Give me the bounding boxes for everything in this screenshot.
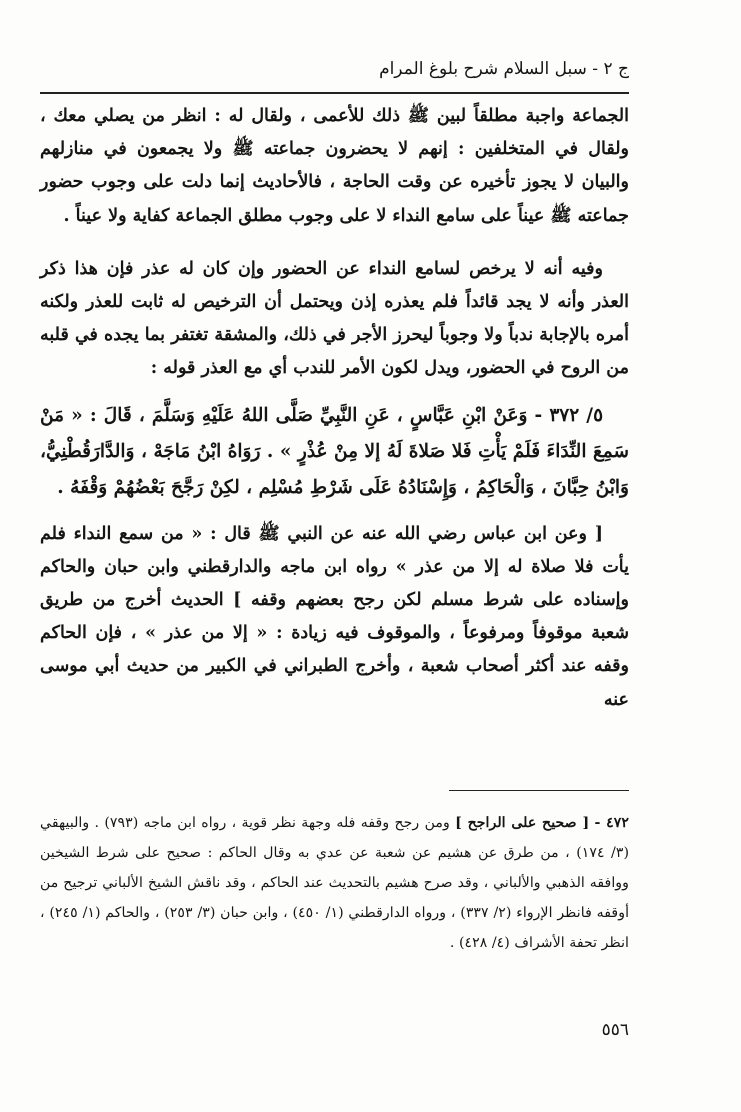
footnote-grade: [ صحيح على الراجح ] [455, 815, 590, 831]
paragraph-explanation: [ وعن ابن عباس رضي الله عنه عن النبي ﷺ قال : « من سمع النداء فلم يأت فلا صلاة له إلا من عذر » رواه ابن ماجه والدارقطني وابن حبان والحاكم وإسناده على شرط مسلم لكن رجح بعضهم وقفه ] الحديث أخرج من طريق شعبة موقوفاً ومرفوعاً ، والموقوف فيه زيادة : « إلا من عذر » ، فإن الحاكم وقفه عند أكثر أصحاب شعبة ، وأخرج الطبراني في الكبير من حديث أبي موسى عنه [40, 523, 629, 710]
running-header [40, 52, 629, 86]
running-header-title: ج ٢ - سبل السلام شرح بلوغ المرام [379, 59, 629, 79]
main-text [40, 100, 629, 717]
footnote-text: ومن رجح وقفه فله وجهة نظر قوية ، رواه ابن ماجه (٧٩٣) . والبيهقي (٣/ ١٧٤) ، من طرق عن هشيم عن شعبة عن عدي به وقال الحاكم : صحيح على شرط الشيخين ووافقه الذهبي والألباني ، وقد صرح هشيم بالتحديث عند الحاكم ، وقد ناقش الشيخ الألباني ترجيح من أوقفه فانظر الإرواء (٢/ ٣٣٧) ، ورواه الدارقطني (١/ ٤٥٠) ، وابن حبان (٣/ ٢٥٣) ، والحاكم (١/ ٢٤٥) ، انظر تحفة الأشراف (٤/ ٤٢٨) . [40, 815, 630, 951]
footnote-number: ٤٧٢ - [594, 815, 630, 831]
header-rule [40, 92, 629, 94]
footnote-rule [449, 790, 629, 791]
hadith-text: ٥/ ٣٧٢ - وَعَنْ ابْنِ عَبَّاسٍ ، عَنِ النَّبِيِّ صَلَّى اللهُ عَلَيْهِ وَسَلَّمَ ، قَالَ : « مَنْ سَمِعَ النِّدَاءَ فَلَمْ يَأْتِ فَلا صَلاةَ لَهُ إلا مِنْ عُذْرٍ » . رَوَاهُ ابْنُ مَاجَهْ ، وَالدَّارَقُطْنِيُّ، وَابْنُ حِبَّانَ ، وَالْحَاكِمُ ، وَإِسْنَادُهُ عَلَى شَرْطِ مُسْلِم ، لكِنْ رَجَّحَ بَعْضُهُمْ وَقْفَهُ . [40, 404, 629, 498]
footnote [40, 808, 629, 958]
page-number: ٥٥٦ [601, 1020, 629, 1040]
footnote-paragraph [40, 808, 629, 958]
paragraph-continuation: الجماعة واجبة مطلقاً لبين ﷺ ذلك للأعمى ، ولقال له : انظر من يصلي معك ، ولقال في المتخلفين : إنهم لا يحضرون جماعته ﷺ ولا يجمعون في منازلهم والبيان لا يجوز تأخيره عن وقت الحاجة ، فالأحاديث إنما دلت على وجوب حضور جماعته ﷺ عيناً على سامع النداء لا على وجوب مطلق الجماعة كفاية ولا عيناً . [40, 106, 629, 226]
paragraph-commentary: وفيه أنه لا يرخص لسامع النداء عن الحضور وإن كان له عذر فإن هذا ذكر العذر وأنه لا يجد قائداً فلم يعذره إذن ويحتمل أن الترخيص له ثابت للعذر ولكنه أمره بالإجابة ندباً ولا وجوباً ليحرز الأجر في ذلك، والمشقة تغتفر بما يجده في قلبه من الروح في الحضور، ويدل لكون الأمر للندب أي مع العذر قوله : [40, 258, 629, 379]
